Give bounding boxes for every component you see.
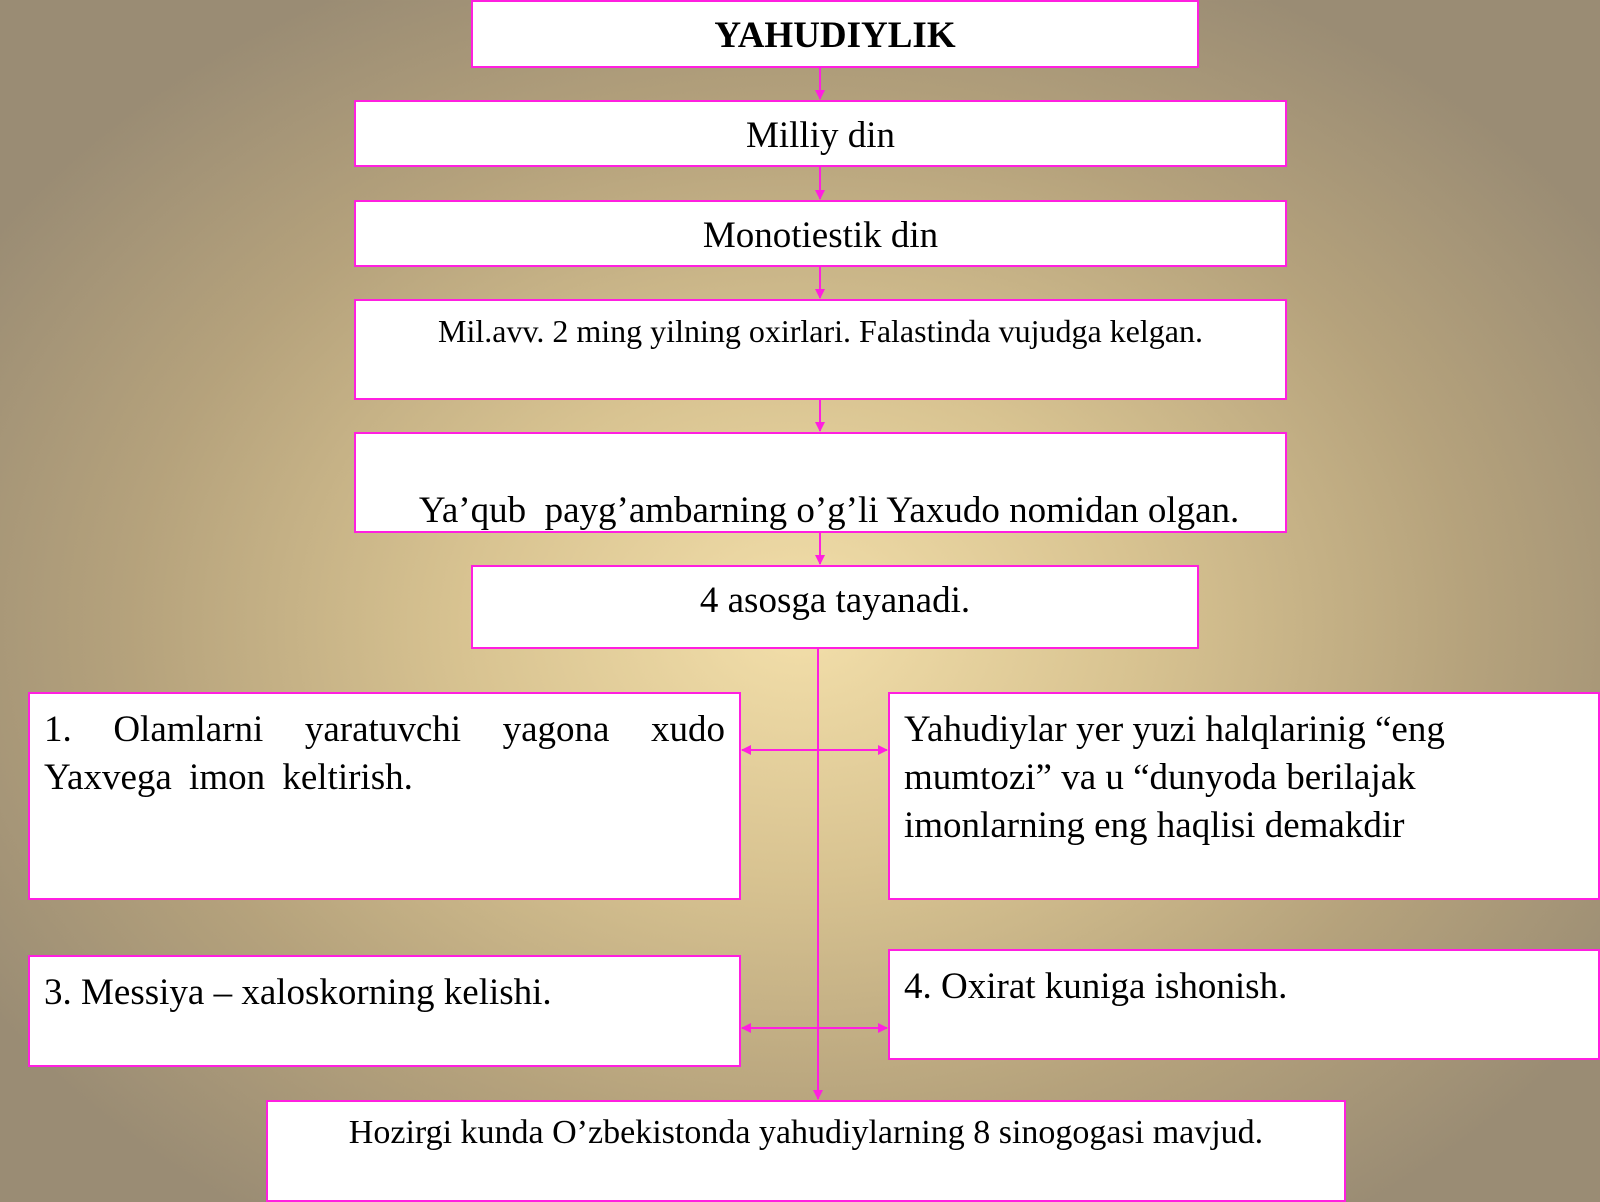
title-text: YAHUDIYLIK: [714, 15, 956, 56]
milliy-din-text: Milliy din: [745, 115, 896, 156]
milliy-din-box: [354, 100, 1287, 167]
basis-3-text: 3. Messiya – xaloskorning kelishi.: [44, 972, 552, 1013]
monotiestik-din-text: Monotiestik din: [702, 215, 939, 256]
foundations-text: 4 asosga tayanadi.: [699, 580, 971, 621]
basis-4-text: 4. Oxirat kuniga ishonish.: [904, 966, 1288, 1007]
origin-text: Mil.avv. 2 ming yilning oxirlari. Falastinda vujudga kelgan.: [438, 313, 1203, 349]
basis-1-text: 1. Olamlarni yaratuvchi yagona xudo Yaxvega imon keltirish.: [44, 709, 725, 798]
name-origin-text: Ya’qub payg’ambarning o’g’li Yaxudo nomidan olgan.: [418, 490, 1240, 531]
name-origin-box: [354, 432, 1287, 533]
foundations-box: [471, 565, 1199, 649]
basis-1-box: [28, 692, 741, 900]
origin-box: [354, 299, 1287, 400]
basis-2-text: Yahudiylar yer yuzi halqlarinig “eng mumtozi” va u “dunyoda berilajak imonlarning eng haqlisi demakdir: [904, 709, 1445, 846]
basis-3-box: [28, 955, 741, 1067]
title-box: [471, 0, 1199, 68]
monotiestik-din-box: [354, 200, 1287, 267]
today-text: Hozirgi kunda O’zbekistonda yahudiylarning 8 sinogogasi mavjud.: [348, 1114, 1264, 1151]
basis-2-box: [888, 692, 1600, 900]
today-box: [266, 1100, 1346, 1202]
basis-4-box: [888, 949, 1600, 1060]
